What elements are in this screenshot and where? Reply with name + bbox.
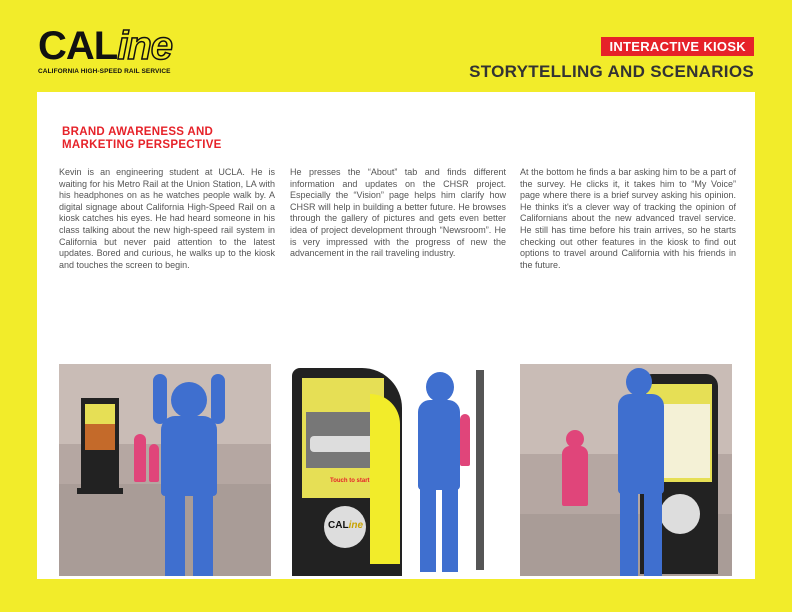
kiosk-logo-cal: CAL <box>328 520 349 531</box>
logo-ine-text: ine <box>117 24 173 68</box>
blue-figure-1 <box>171 382 207 418</box>
scenario-image-2 <box>290 364 502 576</box>
content-panel <box>37 92 755 579</box>
logo-subtitle: CALIFORNIA HIGH-SPEED RAIL SERVICE <box>38 68 171 75</box>
logo-wordmark <box>38 26 172 66</box>
pole <box>476 370 484 570</box>
kiosk-logo-ine: ine <box>348 520 364 531</box>
interactive-kiosk-tag: INTERACTIVE KIOSK <box>601 37 754 56</box>
logo-cal-text: CAL <box>38 24 118 68</box>
section-title-line-2: MARKETING PERSPECTIVE <box>62 139 222 151</box>
scenario-image-1 <box>59 364 271 576</box>
pink-figure-1 <box>134 434 146 482</box>
scenario-image-3 <box>520 364 732 576</box>
story-column-3: At the bottom he finds a bar asking him to be a part of the survey. He clicks it, it takes him to “My Voice” page where there is a brief survey asking his opinion. He thinks it's a clever way of tracking the opinion of Californians about the new advanced travel service. He still has time before his train arrives, so he starts checking out other features in the kiosk to find out options to travel around California with his friends in the future. <box>520 167 736 270</box>
section-title <box>62 126 282 152</box>
section-title-line-1: BRAND AWARENESS AND <box>62 126 214 138</box>
pink-figure-2 <box>460 414 470 466</box>
touch-label[interactable]: Touch to start <box>330 478 370 484</box>
blue-figure-2 <box>426 372 454 402</box>
kiosk-logo-disc-3 <box>660 494 700 534</box>
page-title: STORYTELLING AND SCENARIOS <box>469 62 754 81</box>
page-header <box>469 37 754 82</box>
story-column-1: Kevin is an engineering student at UCLA. He is waiting for his Metro Rail at the Union Station, LA with his headphones on as he watches people walk by. A digital signage about California High-Speed Rail on a kiosk catches his eyes. He had heard someone in his class talking about the new high-speed rail system in California but never paid attention to the latest updates. Bored and curious, he walks up to the kiosk and touches the screen to begin. <box>59 167 275 270</box>
blue-figure-3 <box>626 368 652 396</box>
brand-logo <box>38 26 172 75</box>
story-column-2: He presses the “About” tab and finds different information and updates on the CHSR project. Especially the “Vision” page helps him clarify how CHSR will help in building a better future. He browses through the gallery of pictures and gets even better idea of project development through “Newsroom”. He is very impressed with the progress of new the advancement in the rail traveling industry. <box>290 167 506 259</box>
